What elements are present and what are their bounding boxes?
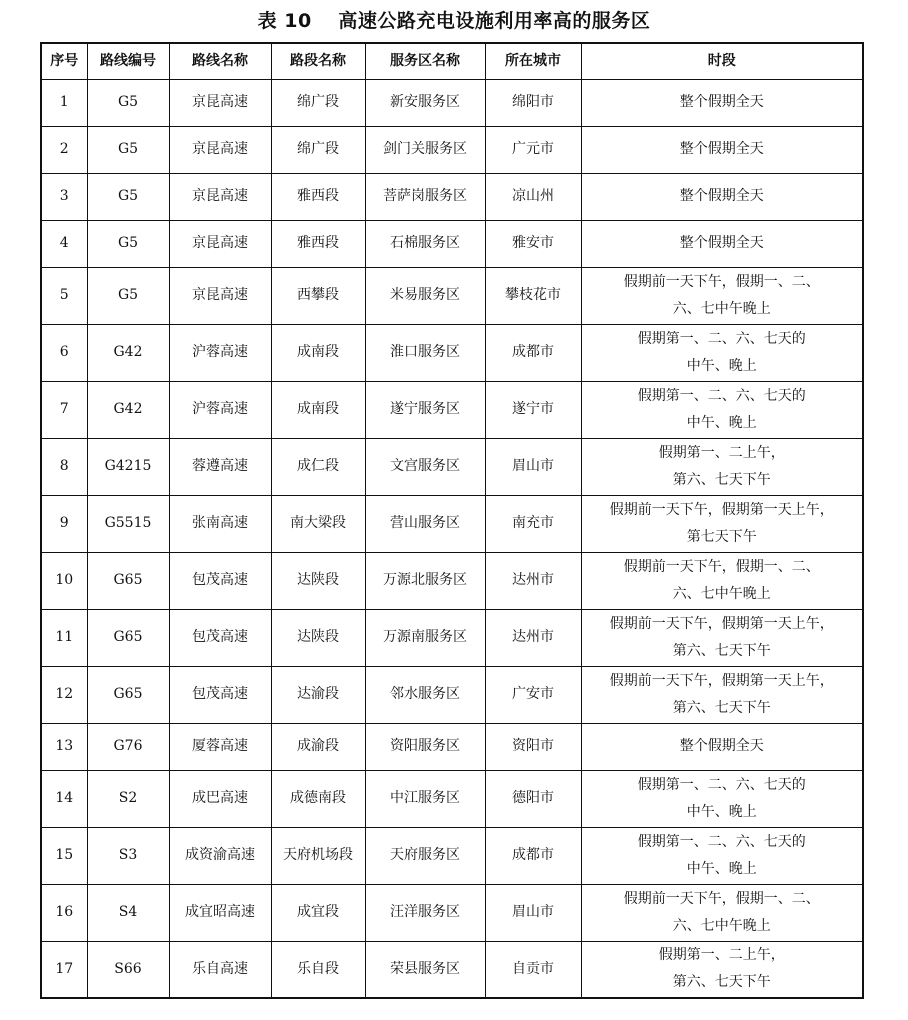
cell-city: 成都市: [485, 324, 581, 381]
cell-service-area: 石棉服务区: [365, 220, 485, 267]
header-route-name: 路线名称: [169, 43, 271, 79]
cell-route-code: G5: [87, 173, 169, 220]
table-row: [41, 126, 863, 173]
cell-section-name: 南大梁段: [271, 495, 365, 552]
cell-route-name: 厦蓉高速: [169, 723, 271, 770]
cell-city: 雅安市: [485, 220, 581, 267]
time-period-line-1: 假期前一天下午，假期第一天上午，: [609, 615, 834, 632]
cell-section-name: 西攀段: [271, 267, 365, 324]
time-period-line-2: 六、七中午晚上: [672, 585, 771, 602]
cell-service-area: 文宫服务区: [365, 438, 485, 495]
table-row: [41, 552, 863, 609]
cell-time-period: [581, 884, 863, 941]
cell-route-code: G65: [87, 552, 169, 609]
time-period-line-2: 六、七中午晚上: [672, 917, 771, 934]
cell-route-code: G42: [87, 381, 169, 438]
cell-time-period: [581, 220, 863, 267]
header-city: 所在城市: [485, 43, 581, 79]
cell-city: 达州市: [485, 552, 581, 609]
cell-city: 攀枝花市: [485, 267, 581, 324]
header-route-code: 路线编号: [87, 43, 169, 79]
cell-route-name: 乐自高速: [169, 941, 271, 998]
cell-index: 12: [41, 666, 87, 723]
header-time-period: 时段: [581, 43, 863, 79]
cell-section-name: 成宜段: [271, 884, 365, 941]
table-row: [41, 438, 863, 495]
cell-city: 广元市: [485, 126, 581, 173]
cell-service-area: 万源南服务区: [365, 609, 485, 666]
table-row: [41, 220, 863, 267]
table-header-row: [41, 43, 863, 79]
table-row: [41, 173, 863, 220]
cell-route-name: 包茂高速: [169, 666, 271, 723]
cell-service-area: 剑门关服务区: [365, 126, 485, 173]
cell-service-area: 万源北服务区: [365, 552, 485, 609]
cell-time-period: [581, 723, 863, 770]
time-period-line-2: 第七天下午: [686, 528, 757, 545]
cell-route-name: 京昆高速: [169, 267, 271, 324]
cell-time-period: [581, 381, 863, 438]
cell-time-period: [581, 941, 863, 998]
cell-index: 1: [41, 79, 87, 126]
cell-service-area: 新安服务区: [365, 79, 485, 126]
header-index: 序号: [41, 43, 87, 79]
cell-service-area: 淮口服务区: [365, 324, 485, 381]
time-period-line-1: 假期第一、二上午，: [658, 444, 785, 461]
cell-section-name: 成南段: [271, 324, 365, 381]
cell-section-name: 成渝段: [271, 723, 365, 770]
table-row: [41, 666, 863, 723]
cell-index: 10: [41, 552, 87, 609]
cell-route-code: G5515: [87, 495, 169, 552]
table-row: [41, 941, 863, 998]
cell-route-name: 京昆高速: [169, 220, 271, 267]
cell-section-name: 乐自段: [271, 941, 365, 998]
cell-section-name: 达陕段: [271, 609, 365, 666]
cell-index: 7: [41, 381, 87, 438]
cell-city: 成都市: [485, 827, 581, 884]
table-row: [41, 884, 863, 941]
cell-index: 5: [41, 267, 87, 324]
cell-route-name: 成宜昭高速: [169, 884, 271, 941]
cell-route-name: 张南高速: [169, 495, 271, 552]
time-period-line-1: 整个假期全天: [679, 94, 764, 110]
cell-index: 2: [41, 126, 87, 173]
cell-service-area: 汪洋服务区: [365, 884, 485, 941]
table-row: [41, 324, 863, 381]
cell-route-code: G65: [87, 666, 169, 723]
cell-time-period: [581, 827, 863, 884]
time-period-line-1: 假期前一天下午，假期一、二、: [623, 273, 820, 290]
cell-city: 德阳市: [485, 770, 581, 827]
cell-route-code: G5: [87, 126, 169, 173]
time-period-line-2: 第六、七天下午: [672, 974, 771, 991]
cell-index: 9: [41, 495, 87, 552]
table-row: [41, 770, 863, 827]
cell-route-name: 京昆高速: [169, 126, 271, 173]
cell-route-code: G76: [87, 723, 169, 770]
cell-route-name: 沪蓉高速: [169, 324, 271, 381]
time-period-line-1: 假期前一天下午，假期第一天上午，: [609, 501, 834, 518]
cell-section-name: 绵广段: [271, 79, 365, 126]
table-row: [41, 79, 863, 126]
cell-service-area: 荣县服务区: [365, 941, 485, 998]
cell-index: 14: [41, 770, 87, 827]
cell-section-name: 达渝段: [271, 666, 365, 723]
cell-route-code: G5: [87, 267, 169, 324]
cell-time-period: [581, 666, 863, 723]
cell-route-name: 京昆高速: [169, 79, 271, 126]
table-row: [41, 381, 863, 438]
cell-route-code: S4: [87, 884, 169, 941]
time-period-line-1: 假期第一、二、六、七天的: [637, 387, 806, 404]
cell-time-period: [581, 173, 863, 220]
table-row: [41, 495, 863, 552]
cell-service-area: 米易服务区: [365, 267, 485, 324]
table-row: [41, 827, 863, 884]
cell-section-name: 雅西段: [271, 173, 365, 220]
time-period-line-1: 整个假期全天: [679, 141, 764, 157]
cell-service-area: 营山服务区: [365, 495, 485, 552]
time-period-line-2: 六、七中午晚上: [672, 300, 771, 317]
service-area-table: [40, 42, 864, 999]
cell-city: 遂宁市: [485, 381, 581, 438]
cell-route-name: 成资渝高速: [169, 827, 271, 884]
time-period-line-2: 中午、晚上: [686, 414, 757, 431]
time-period-line-2: 第六、七天下午: [672, 471, 771, 488]
cell-section-name: 成仁段: [271, 438, 365, 495]
time-period-line-1: 假期第一、二、六、七天的: [637, 833, 806, 850]
cell-route-name: 京昆高速: [169, 173, 271, 220]
cell-city: 眉山市: [485, 884, 581, 941]
cell-service-area: 天府服务区: [365, 827, 485, 884]
cell-time-period: [581, 126, 863, 173]
cell-service-area: 邻水服务区: [365, 666, 485, 723]
cell-section-name: 达陕段: [271, 552, 365, 609]
cell-route-code: G42: [87, 324, 169, 381]
cell-route-code: S66: [87, 941, 169, 998]
cell-city: 眉山市: [485, 438, 581, 495]
cell-service-area: 中江服务区: [365, 770, 485, 827]
cell-service-area: 菩萨岗服务区: [365, 173, 485, 220]
cell-section-name: 天府机场段: [271, 827, 365, 884]
cell-index: 8: [41, 438, 87, 495]
table-row: [41, 267, 863, 324]
cell-index: 15: [41, 827, 87, 884]
time-period-line-1: 假期第一、二、六、七天的: [637, 776, 806, 793]
time-period-line-2: 中午、晚上: [686, 803, 757, 820]
cell-route-name: 蓉遵高速: [169, 438, 271, 495]
time-period-line-2: 第六、七天下午: [672, 699, 771, 716]
time-period-line-1: 整个假期全天: [679, 235, 764, 251]
cell-route-code: G5: [87, 220, 169, 267]
cell-city: 绵阳市: [485, 79, 581, 126]
cell-city: 凉山州: [485, 173, 581, 220]
cell-section-name: 成南段: [271, 381, 365, 438]
cell-time-period: [581, 552, 863, 609]
table-body: [41, 79, 863, 998]
time-period-line-2: 中午、晚上: [686, 357, 757, 374]
cell-route-code: S2: [87, 770, 169, 827]
cell-city: 资阳市: [485, 723, 581, 770]
cell-route-code: S3: [87, 827, 169, 884]
cell-service-area: 遂宁服务区: [365, 381, 485, 438]
cell-time-period: [581, 79, 863, 126]
cell-index: 11: [41, 609, 87, 666]
time-period-line-2: 中午、晚上: [686, 860, 757, 877]
time-period-line-1: 假期前一天下午，假期一、二、: [623, 558, 820, 575]
cell-index: 6: [41, 324, 87, 381]
cell-time-period: [581, 609, 863, 666]
time-period-line-1: 整个假期全天: [679, 188, 764, 204]
time-period-line-1: 假期前一天下午，假期一、二、: [623, 890, 820, 907]
cell-service-area: 资阳服务区: [365, 723, 485, 770]
table-title: 高速公路充电设施利用率高的服务区: [338, 10, 651, 32]
header-section-name: 路段名称: [271, 43, 365, 79]
table-row: [41, 723, 863, 770]
cell-section-name: 雅西段: [271, 220, 365, 267]
time-period-line-2: 第六、七天下午: [672, 642, 771, 659]
table-row: [41, 609, 863, 666]
cell-time-period: [581, 438, 863, 495]
cell-section-name: 成德南段: [271, 770, 365, 827]
table-caption: [0, 4, 908, 38]
cell-city: 自贡市: [485, 941, 581, 998]
cell-route-code: G5: [87, 79, 169, 126]
time-period-line-1: 假期第一、二上午，: [658, 947, 785, 964]
cell-route-name: 沪蓉高速: [169, 381, 271, 438]
time-period-line-1: 整个假期全天: [679, 738, 764, 754]
header-service-area: 服务区名称: [365, 43, 485, 79]
cell-route-name: 包茂高速: [169, 609, 271, 666]
time-period-line-1: 假期第一、二、六、七天的: [637, 330, 806, 347]
cell-route-code: G65: [87, 609, 169, 666]
cell-time-period: [581, 324, 863, 381]
cell-route-name: 包茂高速: [169, 552, 271, 609]
cell-index: 16: [41, 884, 87, 941]
cell-section-name: 绵广段: [271, 126, 365, 173]
time-period-line-1: 假期前一天下午，假期第一天上午，: [609, 672, 834, 689]
cell-time-period: [581, 770, 863, 827]
cell-index: 17: [41, 941, 87, 998]
cell-route-name: 成巴高速: [169, 770, 271, 827]
cell-city: 南充市: [485, 495, 581, 552]
cell-index: 13: [41, 723, 87, 770]
cell-city: 达州市: [485, 609, 581, 666]
cell-route-code: G4215: [87, 438, 169, 495]
cell-city: 广安市: [485, 666, 581, 723]
cell-index: 3: [41, 173, 87, 220]
table-number: 表 10: [257, 10, 312, 32]
cell-index: 4: [41, 220, 87, 267]
cell-time-period: [581, 267, 863, 324]
cell-time-period: [581, 495, 863, 552]
